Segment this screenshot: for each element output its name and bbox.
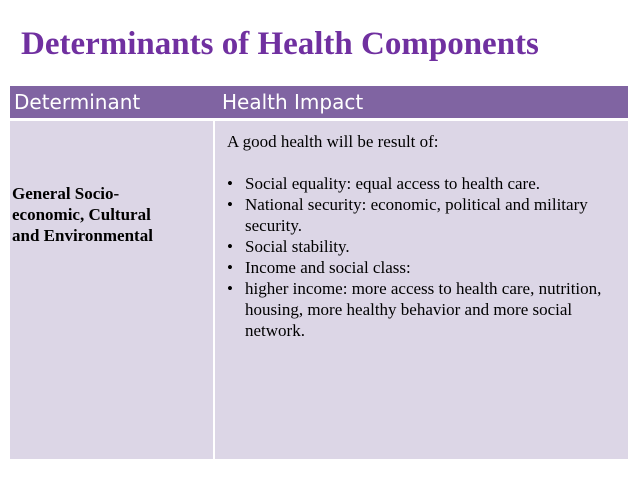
impact-bullet-list	[227, 173, 620, 341]
header-health-impact: Health Impact	[214, 86, 628, 120]
impact-intro-text: A good health will be result of:	[227, 132, 439, 151]
list-item	[227, 194, 620, 236]
health-impact-cell	[214, 120, 628, 460]
determinant-cell	[10, 120, 214, 460]
determinants-table	[10, 86, 628, 459]
list-item	[227, 236, 620, 257]
determinant-label: General Socio- economic, Cultural and Environmental	[12, 184, 153, 245]
bullet-icon: •	[227, 174, 233, 193]
bullet-text: Social equality: equal access to health care.	[245, 174, 541, 193]
table-header-row	[10, 86, 628, 120]
bullet-text: Social stability.	[245, 237, 350, 256]
bullet-icon: •	[227, 237, 233, 256]
slide-title: Determinants of Health Components	[21, 26, 539, 62]
bullet-text: National security: economic, political and military security.	[245, 195, 588, 235]
list-item	[227, 278, 620, 341]
bullet-text: higher income: more access to health care, nutrition, housing, more healthy behavior and more social network.	[245, 279, 602, 340]
list-item	[227, 257, 620, 278]
list-item	[227, 173, 620, 194]
bullet-icon: •	[227, 279, 233, 298]
bullet-icon: •	[227, 195, 233, 214]
bullet-text: Income and social class:	[245, 258, 411, 277]
header-determinant: Determinant	[10, 86, 214, 120]
table-row	[10, 120, 628, 460]
bullet-icon: •	[227, 258, 233, 277]
